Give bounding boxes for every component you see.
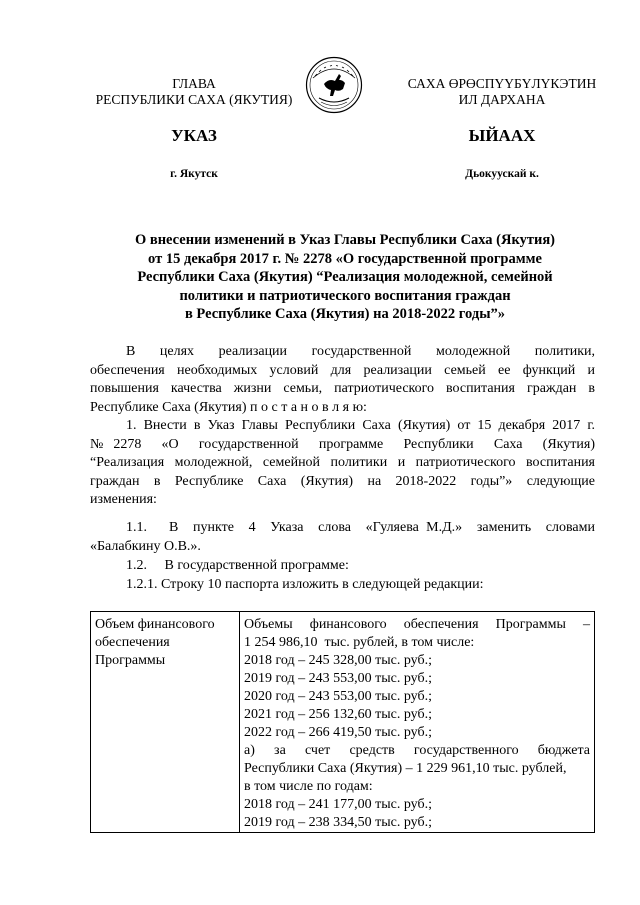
header-left-line-1: ГЛАВА (172, 76, 216, 91)
body-line: граждан в Республике Саха (Якутия) на 2018-2022 годы”» следующие (90, 473, 595, 489)
cell-line: а) за счет средств государственного бюджета (244, 743, 590, 758)
doc-type-left: УКАЗ (171, 126, 217, 145)
body-item-1-2-1 (90, 576, 595, 595)
body-line: 1.1. В пункте 4 Указа слова «Гуляева М.Д.» заменить словами (126, 520, 595, 535)
cell-line: 2021 год – 256 132,60 тыс. руб.; (244, 707, 432, 722)
cell-line: Объем финансового (95, 617, 215, 632)
body-line: № 2278 «О государственной программе Республики Саха (Якутия) (90, 436, 595, 452)
financing-table (90, 611, 595, 833)
body-line: В целях реализации государственной молодежной политики, (126, 344, 595, 359)
table-cell-label (91, 612, 240, 833)
header-right-line-2: ИЛ ДАРХАНА (458, 92, 546, 107)
cell-line: 2018 год – 245 328,00 тыс. руб.; (244, 653, 432, 668)
body-item-1-2 (90, 557, 595, 576)
cell-line: Объемы финансового обеспечения Программы – (244, 617, 590, 632)
body-line: 1.2. В государственной программе: (126, 558, 349, 573)
title-line: Республики Саха (Якутия) “Реализация молодежной, семейной (137, 269, 553, 285)
cell-line: 2018 год – 241 177,00 тыс. руб.; (244, 797, 432, 812)
body-line: обеспечения необходимых условий для реализации семьей ее функций и (90, 362, 595, 378)
cell-line: 2020 год – 243 553,00 тыс. руб.; (244, 689, 432, 704)
city-right: Дьокуускай к. (465, 168, 539, 180)
cell-line: 1 254 986,10 тыс. рублей, в том числе: (244, 635, 475, 650)
body-line: повышения качества жизни семьи, патриотического воспитания граждан в (90, 381, 595, 396)
coat-of-arms-emblem-icon (305, 56, 363, 114)
cell-line: 2019 год – 243 553,00 тыс. руб.; (244, 671, 432, 686)
header-right-line-1: САХА ӨРӨСПҮҮБҮЛҮКЭТИН (407, 76, 597, 91)
title-line: от 15 декабря 2017 г. № 2278 «О государственной программе (148, 250, 542, 267)
header-left-line-2: РЕСПУБЛИКИ САХА (ЯКУТИЯ) (95, 92, 293, 107)
city-left: г. Якутск (170, 168, 218, 180)
body-intro-paragraph (90, 343, 595, 417)
doc-type-right: ЫЙААХ (468, 126, 536, 145)
body-line: изменения: (90, 492, 157, 507)
body-item-1-1 (90, 519, 595, 556)
body-line: 1. Внести в Указ Главы Республики Саха (Якутия) от 15 декабря 2017 г. (126, 418, 595, 433)
body-line: “Реализация молодежной, семейной политики и патриотического воспитания (90, 455, 595, 470)
header-right-authority (386, 76, 618, 108)
cell-line: Программы (95, 653, 166, 668)
body-line: «Балабкину О.В.». (90, 538, 201, 554)
table-row (91, 612, 595, 833)
decree-title (90, 231, 600, 324)
cell-line: 2019 год – 238 334,50 тыс. руб.; (244, 815, 432, 830)
cell-line: в том числе по годам: (244, 779, 373, 794)
body-line: Республике Саха (Якутия) п о с т а н о в л я ю: (90, 399, 367, 415)
title-line: политики и патриотического воспитания граждан (179, 287, 511, 304)
table-cell-value (240, 612, 595, 833)
body-item-1 (90, 417, 595, 510)
header-left-authority (80, 76, 308, 108)
body-line: 1.2.1. Строку 10 паспорта изложить в следующей редакции: (126, 577, 484, 592)
cell-line: 2022 год – 266 419,50 тыс. руб.; (244, 725, 432, 740)
title-line: в Республике Саха (Якутия) на 2018-2022 годы”» (184, 306, 506, 322)
title-line: О внесении изменений в Указ Главы Республики Саха (Якутия) (134, 232, 556, 248)
cell-line: Республики Саха (Якутия) – 1 229 961,10 тыс. рублей, (244, 761, 567, 776)
cell-line: обеспечения (95, 635, 170, 650)
